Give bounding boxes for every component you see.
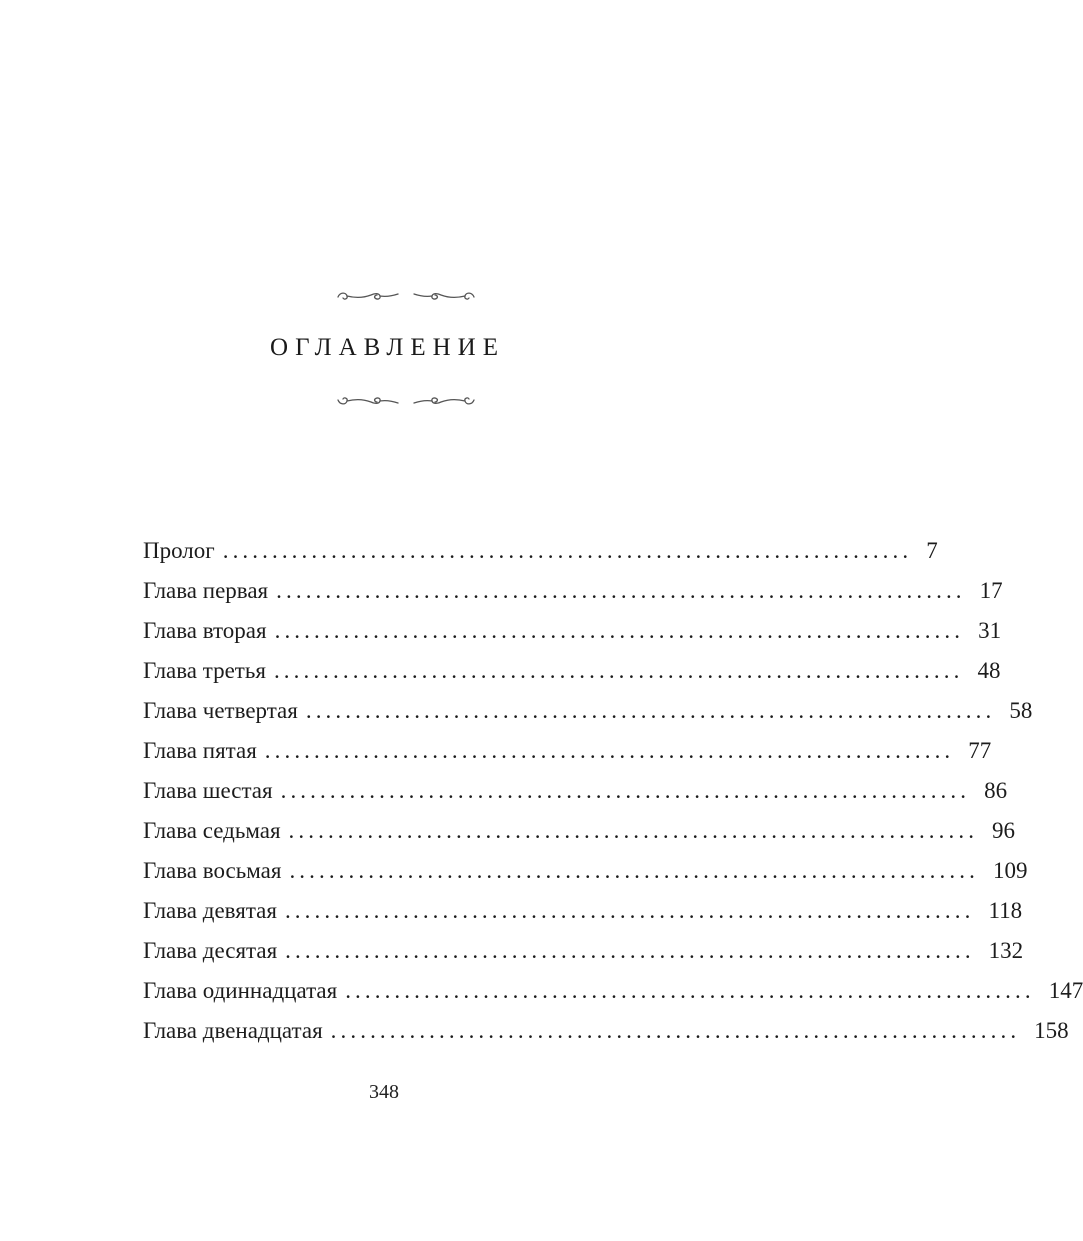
toc-entry[interactable] <box>143 531 938 571</box>
chapter-title: Глава четвертая <box>143 698 298 723</box>
dot-leader: ...................................................................... <box>284 898 975 923</box>
chapter-title: Глава шестая <box>143 778 273 803</box>
chapter-page-number: 96 <box>992 818 1016 843</box>
chapter-page-number: 7 <box>926 538 938 563</box>
chapter-page-number: 147 <box>1048 978 1083 1003</box>
toc-entry[interactable] <box>143 811 1016 851</box>
toc-entry[interactable] <box>143 651 1001 691</box>
chapter-title: Глава седьмая <box>143 818 281 843</box>
toc-entry[interactable] <box>143 731 992 771</box>
dot-leader: ...................................................................... <box>285 938 975 963</box>
dot-leader: ...................................................................... <box>289 858 979 883</box>
chapter-page-number: 77 <box>968 738 992 763</box>
toc-entry[interactable] <box>143 691 1033 731</box>
toc-entry[interactable] <box>143 931 1024 971</box>
chapter-page-number: 31 <box>978 618 1002 643</box>
chapter-title: Глава восьмая <box>143 858 282 883</box>
chapter-page-number: 118 <box>988 898 1023 923</box>
toc-entry[interactable] <box>143 971 1083 1011</box>
toc-entry[interactable] <box>143 1011 1069 1051</box>
chapter-title: Глава первая <box>143 578 269 603</box>
dot-leader: ...................................................................... <box>345 978 1035 1003</box>
toc-entry[interactable] <box>143 851 1028 891</box>
dot-leader: ...................................................................... <box>280 778 971 803</box>
dot-leader: ...................................................................... <box>330 1018 1021 1043</box>
toc-entry[interactable] <box>143 891 1023 931</box>
toc-entry[interactable] <box>143 771 1008 811</box>
chapter-title: Глава двенадцатая <box>143 1018 323 1043</box>
chapter-title: Глава вторая <box>143 618 267 643</box>
dot-leader: ...................................................................... <box>273 658 964 683</box>
toc-entry[interactable] <box>143 571 1003 611</box>
chapter-page-number: 58 <box>1009 698 1033 723</box>
chapter-page-number: 17 <box>979 578 1003 603</box>
folio-page-number: 348 <box>369 1081 399 1103</box>
dot-leader: ...................................................................... <box>222 538 913 563</box>
chapter-title: Глава девятая <box>143 898 277 923</box>
dot-leader: ...................................................................... <box>276 578 966 603</box>
chapter-title: Глава десятая <box>143 938 278 963</box>
chapter-page-number: 48 <box>977 658 1001 683</box>
table-of-contents <box>143 531 1083 1051</box>
chapter-title: Глава пятая <box>143 738 257 763</box>
top-ornament-icon <box>334 285 478 309</box>
chapter-title: Пролог <box>143 538 215 563</box>
dot-leader: ...................................................................... <box>274 618 965 643</box>
dot-leader: ...................................................................... <box>288 818 979 843</box>
dot-leader: ...................................................................... <box>264 738 955 763</box>
toc-entry[interactable] <box>143 611 1002 651</box>
dot-leader: ...................................................................... <box>305 698 996 723</box>
chapter-page-number: 132 <box>988 938 1024 963</box>
chapter-title: Глава третья <box>143 658 266 683</box>
bottom-ornament-icon <box>334 388 478 412</box>
page-title: ОГЛАВЛЕНИЕ <box>270 334 505 361</box>
chapter-page-number: 109 <box>992 858 1028 883</box>
chapter-title: Глава одиннадцатая <box>143 978 338 1003</box>
chapter-page-number: 158 <box>1034 1018 1069 1043</box>
chapter-page-number: 86 <box>984 778 1008 803</box>
